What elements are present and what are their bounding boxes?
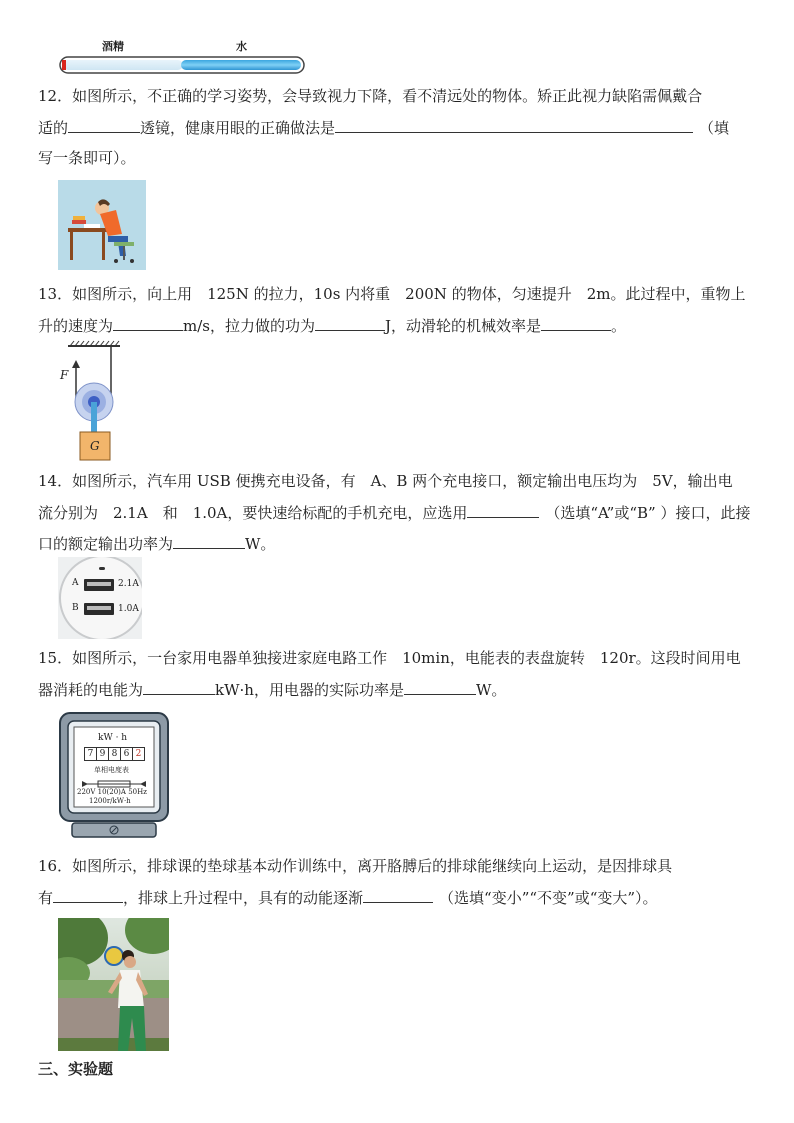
- meter-digit: 6: [121, 747, 133, 761]
- meter-spec: 220V 10(20)A 50Hz: [77, 788, 147, 796]
- q13-blank-work[interactable]: [315, 315, 385, 331]
- q15-text-a: 器消耗的电能为: [38, 681, 144, 699]
- tube-illustration: [58, 38, 308, 78]
- electric-meter-illustration: [58, 711, 170, 839]
- q14-text-b: （选填“A”或“B” ）接口，此接: [545, 504, 751, 522]
- section-title: 三、实验题: [38, 1060, 114, 1078]
- meter-constant: 1200r/kW·h: [89, 797, 131, 805]
- q15-blank-power[interactable]: [404, 679, 476, 695]
- q14-text-a: 流分别为 2.1A 和 1.0A，要快速给标配的手机充电，应选用: [38, 504, 468, 522]
- q12-blank-method[interactable]: [335, 117, 693, 133]
- usb-charger-illustration: [58, 557, 142, 639]
- q15-electric-meter-figure: [58, 711, 170, 839]
- q13-text-b: m/s，拉力做的功为: [183, 317, 315, 335]
- q13-pulley-figure: [56, 338, 126, 464]
- q12-text-b: 透镜，健康用眼的正确做法是: [140, 119, 336, 137]
- meter-digit: 7: [84, 747, 97, 761]
- volleyball-photo-illustration: [58, 918, 169, 1051]
- meter-digits: [84, 747, 145, 761]
- meter-digit: 9: [97, 747, 109, 761]
- q13-blank-speed[interactable]: [113, 315, 183, 331]
- q12-line2: [38, 117, 758, 138]
- port-b-current: 1.0A: [118, 604, 139, 614]
- q16-line1: 16．如图所示，排球课的垫球基本动作训练中，离开胳膊后的排球能继续向上运动，是因排球具: [38, 857, 673, 875]
- q14-line3: [38, 533, 758, 554]
- q12-blank-lens[interactable]: [68, 117, 140, 133]
- meter-digit: 8: [109, 747, 121, 761]
- q16-text-a: 有: [38, 889, 54, 907]
- meter-digit-decimal: 2: [133, 747, 145, 761]
- force-label: F: [60, 368, 69, 382]
- q13-line2: [38, 315, 758, 336]
- q15-line2: [38, 679, 758, 700]
- q16-blank-kinetic[interactable]: [363, 887, 433, 903]
- q16-volleyball-photo: [58, 918, 169, 1051]
- meter-name: 单相电度表: [94, 766, 129, 774]
- q16-line2: [38, 887, 758, 908]
- q12-line1: 12．如图所示，不正确的学习姿势，会导致视力下降，看不清远处的物体。矫正此视力缺陷需佩戴合: [38, 87, 703, 105]
- q13-blank-efficiency[interactable]: [541, 315, 611, 331]
- q13-text-a: 升的速度为: [38, 317, 114, 335]
- tube-label-water: 水: [236, 40, 247, 53]
- q14-text-d: W。: [245, 535, 276, 553]
- port-a-current: 2.1A: [118, 579, 139, 589]
- q16-text-b: ，排球上升过程中，具有的动能逐渐: [123, 889, 364, 907]
- q14-line1: 14．如图所示，汽车用 USB 便携充电设备，有 A、B 两个充电接口，额定输出电压均为 5V，输出电: [38, 472, 733, 490]
- q14-text-c: 口的额定输出功率为: [38, 535, 174, 553]
- q14-blank-port[interactable]: [467, 502, 539, 518]
- q15-line1: 15．如图所示，一台家用电器单独接进家庭电路工作 10min，电能表的表盘旋转 120r。这段时间用电: [38, 649, 741, 667]
- tube-label-alcohol: 酒精: [102, 40, 124, 53]
- q12-text-a: 适的: [38, 119, 69, 137]
- meter-unit: kW · h: [98, 733, 128, 743]
- student-posture-illustration: [58, 180, 146, 270]
- q14-usb-charger-figure: [58, 557, 142, 639]
- port-b-label: B: [72, 603, 79, 613]
- q13-line1: 13．如图所示，向上用 125N 的拉力，10s 内将重 200N 的物体，匀速提升 2m。此过程中，重物上: [38, 285, 746, 303]
- q14-line2: [38, 502, 758, 523]
- q16-blank-inertia[interactable]: [53, 887, 123, 903]
- weight-label: G: [90, 439, 100, 453]
- q15-blank-energy[interactable]: [143, 679, 215, 695]
- q12-posture-figure: [58, 180, 146, 270]
- force-arrow-icon: [72, 360, 80, 368]
- q15-text-c: W。: [475, 681, 507, 699]
- alcohol-water-tube-figure: [58, 38, 308, 78]
- q13-text-d: 。: [611, 317, 627, 335]
- port-a-label: A: [72, 578, 79, 588]
- q14-blank-power[interactable]: [173, 533, 245, 549]
- q16-text-c: （选填“变小”“不变”或“变大”）。: [439, 889, 658, 907]
- q12-line3: 写一条即可）。: [38, 149, 136, 167]
- red-marker: [62, 60, 66, 70]
- q15-text-b: kW·h，用电器的实际功率是: [215, 681, 404, 699]
- q13-text-c: J，动滑轮的机械效率是: [385, 317, 542, 335]
- q12-text-c: （填: [699, 119, 730, 137]
